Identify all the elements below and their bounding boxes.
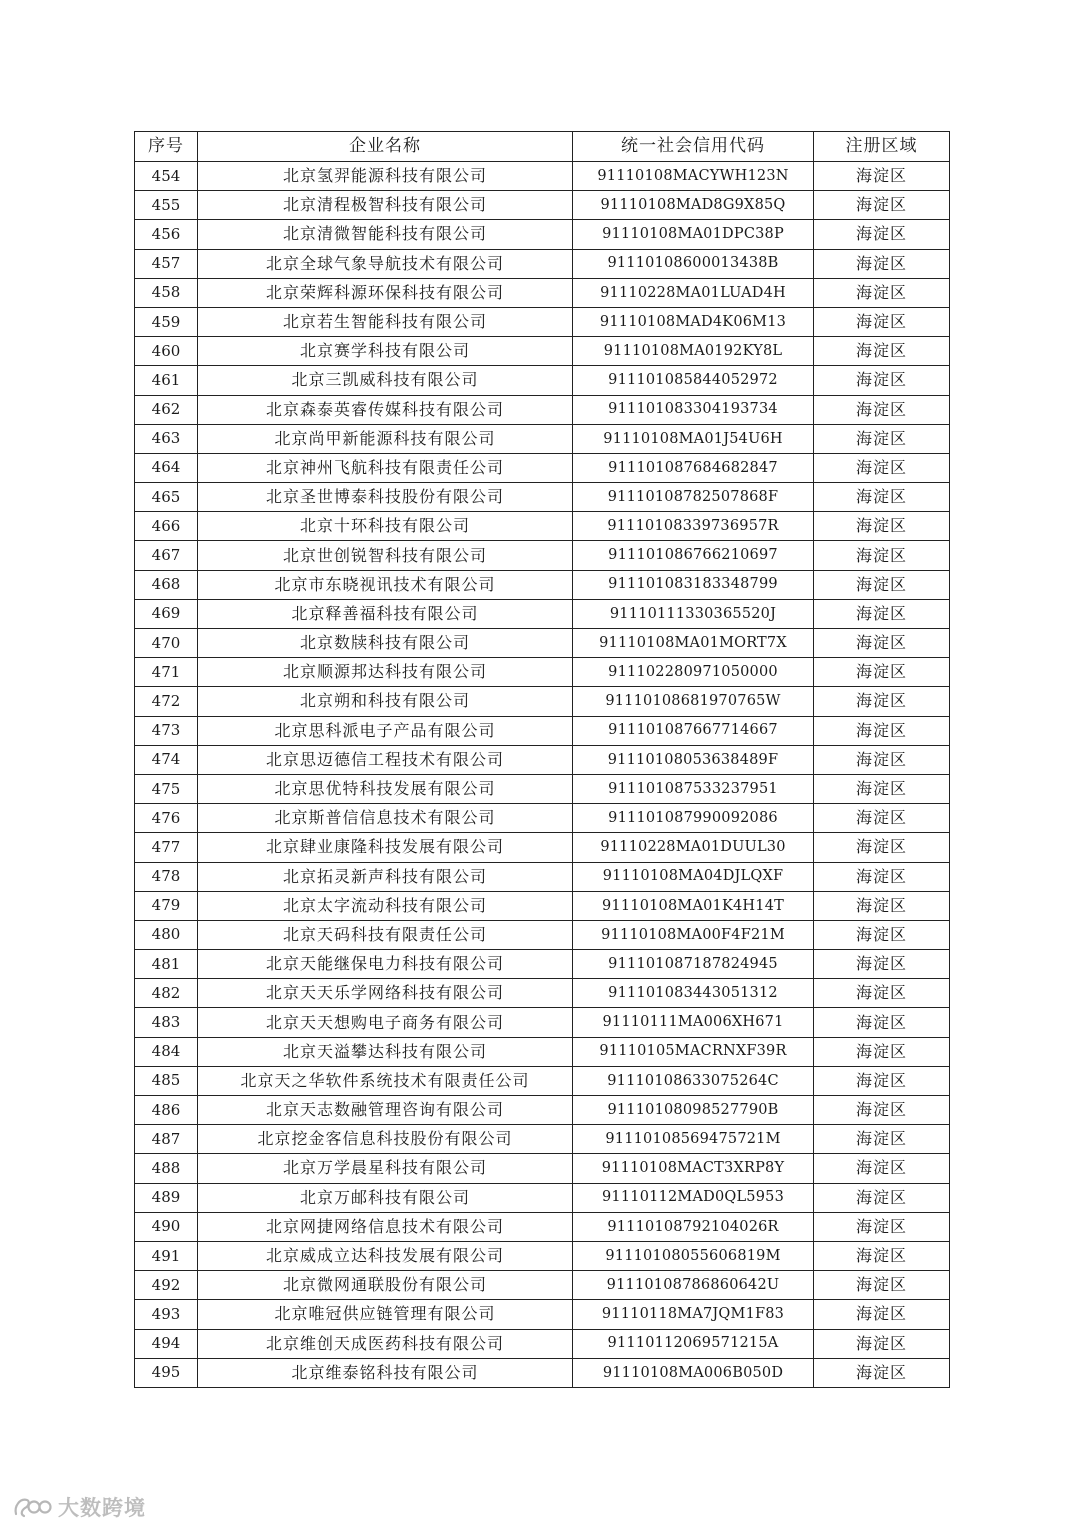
cell-seq: 487 <box>135 1125 198 1154</box>
cell-company-name: 北京太字流动科技有限公司 <box>198 891 573 920</box>
watermark-text: 大数跨境 <box>58 1496 146 1520</box>
cell-credit-code: 91110108MA006B050D <box>573 1358 814 1387</box>
cell-credit-code: 91110108600013438B <box>573 249 814 278</box>
table-row <box>135 658 950 687</box>
table-row <box>135 745 950 774</box>
cell-company-name: 北京朔和科技有限公司 <box>198 687 573 716</box>
cell-credit-code: 91110108MA0192KY8L <box>573 337 814 366</box>
cell-seq: 488 <box>135 1154 198 1183</box>
table-row <box>135 512 950 541</box>
cell-company-name: 北京荣辉科源环保科技有限公司 <box>198 278 573 307</box>
table-row <box>135 1183 950 1212</box>
cell-seq: 476 <box>135 804 198 833</box>
table-row <box>135 337 950 366</box>
cell-company-name: 北京顺源邦达科技有限公司 <box>198 658 573 687</box>
cell-seq: 467 <box>135 541 198 570</box>
cell-seq: 455 <box>135 191 198 220</box>
cell-credit-code: 91110108098527790B <box>573 1096 814 1125</box>
cell-company-name: 北京天之华软件系统技术有限责任公司 <box>198 1066 573 1095</box>
cell-seq: 480 <box>135 920 198 949</box>
table-row <box>135 366 950 395</box>
cell-district: 海淀区 <box>814 891 950 920</box>
cell-seq: 464 <box>135 453 198 482</box>
table-row <box>135 862 950 891</box>
cell-credit-code: 911101087684682847 <box>573 453 814 482</box>
cell-district: 海淀区 <box>814 1037 950 1066</box>
cell-credit-code: 91110108055606819M <box>573 1241 814 1270</box>
table-row <box>135 1271 950 1300</box>
cell-company-name: 北京唯冠供应链管理有限公司 <box>198 1300 573 1329</box>
table-row <box>135 541 950 570</box>
cell-company-name: 北京世创锐智科技有限公司 <box>198 541 573 570</box>
cell-seq: 463 <box>135 424 198 453</box>
cell-district: 海淀区 <box>814 599 950 628</box>
cell-company-name: 北京数牍科技有限公司 <box>198 629 573 658</box>
cell-district: 海淀区 <box>814 1329 950 1358</box>
cell-credit-code: 911101087990092086 <box>573 804 814 833</box>
cell-seq: 479 <box>135 891 198 920</box>
cell-seq: 470 <box>135 629 198 658</box>
cell-company-name: 北京三凯威科技有限公司 <box>198 366 573 395</box>
cell-credit-code: 91110108MA01K4H14T <box>573 891 814 920</box>
cell-seq: 456 <box>135 220 198 249</box>
cell-credit-code: 91110118MA7JQM1F83 <box>573 1300 814 1329</box>
table-row <box>135 1329 950 1358</box>
cell-company-name: 北京思科派电子产品有限公司 <box>198 716 573 745</box>
header-company-name: 企业名称 <box>198 132 573 162</box>
cell-company-name: 北京威成立达科技发展有限公司 <box>198 1241 573 1270</box>
cell-district: 海淀区 <box>814 1008 950 1037</box>
cell-district: 海淀区 <box>814 658 950 687</box>
cell-credit-code: 91110108MA01DPC38P <box>573 220 814 249</box>
cell-district: 海淀区 <box>814 1358 950 1387</box>
cell-seq: 484 <box>135 1037 198 1066</box>
cell-seq: 459 <box>135 307 198 336</box>
cell-seq: 490 <box>135 1212 198 1241</box>
cell-district: 海淀区 <box>814 278 950 307</box>
cell-district: 海淀区 <box>814 920 950 949</box>
cell-district: 海淀区 <box>814 366 950 395</box>
cell-credit-code: 91110108782507868F <box>573 483 814 512</box>
table-row <box>135 687 950 716</box>
cell-company-name: 北京思迈德信工程技术有限公司 <box>198 745 573 774</box>
cell-credit-code: 911101087533237951 <box>573 774 814 803</box>
table-row <box>135 483 950 512</box>
cell-seq: 493 <box>135 1300 198 1329</box>
cell-company-name: 北京氢羿能源科技有限公司 <box>198 162 573 191</box>
cell-seq: 477 <box>135 833 198 862</box>
cell-company-name: 北京天能继保电力科技有限公司 <box>198 950 573 979</box>
cell-credit-code: 91110112069571215A <box>573 1329 814 1358</box>
cell-seq: 473 <box>135 716 198 745</box>
cell-credit-code: 91110108792104026R <box>573 1212 814 1241</box>
cell-seq: 469 <box>135 599 198 628</box>
cell-company-name: 北京万学晨星科技有限公司 <box>198 1154 573 1183</box>
table-row <box>135 570 950 599</box>
cell-seq: 472 <box>135 687 198 716</box>
cell-seq: 475 <box>135 774 198 803</box>
cell-company-name: 北京清程极智科技有限公司 <box>198 191 573 220</box>
cell-company-name: 北京森泰英睿传媒科技有限公司 <box>198 395 573 424</box>
cell-district: 海淀区 <box>814 1066 950 1095</box>
cell-company-name: 北京肆业康隆科技发展有限公司 <box>198 833 573 862</box>
cell-company-name: 北京释善福科技有限公司 <box>198 599 573 628</box>
cell-credit-code: 91110108633075264C <box>573 1066 814 1095</box>
cell-credit-code: 91110108MA01MORT7X <box>573 629 814 658</box>
cell-company-name: 北京尚甲新能源科技有限公司 <box>198 424 573 453</box>
table-row <box>135 920 950 949</box>
cell-district: 海淀区 <box>814 950 950 979</box>
cell-credit-code: 91110108MA04DJLQXF <box>573 862 814 891</box>
table-row <box>135 1300 950 1329</box>
table-row <box>135 395 950 424</box>
table-row <box>135 278 950 307</box>
cell-company-name: 北京挖金客信息科技股份有限公司 <box>198 1125 573 1154</box>
table-row <box>135 1154 950 1183</box>
table-row <box>135 1096 950 1125</box>
cell-credit-code: 91110108MAD8G9X85Q <box>573 191 814 220</box>
cell-credit-code: 91110108MAD4K06M13 <box>573 307 814 336</box>
table-row <box>135 774 950 803</box>
cell-credit-code: 91110108339736957R <box>573 512 814 541</box>
cell-district: 海淀区 <box>814 424 950 453</box>
cell-company-name: 北京全球气象导航技术有限公司 <box>198 249 573 278</box>
table-row <box>135 453 950 482</box>
cell-district: 海淀区 <box>814 979 950 1008</box>
cell-district: 海淀区 <box>814 804 950 833</box>
cell-credit-code: 91110108MACT3XRP8Y <box>573 1154 814 1183</box>
cell-credit-code: 91110108MA01J54U6H <box>573 424 814 453</box>
cell-company-name: 北京维泰铭科技有限公司 <box>198 1358 573 1387</box>
cell-district: 海淀区 <box>814 1300 950 1329</box>
table-body <box>135 162 950 1388</box>
cell-seq: 491 <box>135 1241 198 1270</box>
header-seq: 序号 <box>135 132 198 162</box>
cell-seq: 495 <box>135 1358 198 1387</box>
cell-seq: 492 <box>135 1271 198 1300</box>
cell-company-name: 北京万邮科技有限公司 <box>198 1183 573 1212</box>
cell-seq: 468 <box>135 570 198 599</box>
table-row <box>135 1066 950 1095</box>
watermark <box>12 1491 146 1523</box>
cell-credit-code: 91110108569475721M <box>573 1125 814 1154</box>
cell-company-name: 北京天溢攀达科技有限公司 <box>198 1037 573 1066</box>
cell-district: 海淀区 <box>814 512 950 541</box>
cell-credit-code: 91110108MA00F4F21M <box>573 920 814 949</box>
cell-district: 海淀区 <box>814 1271 950 1300</box>
cell-credit-code: 91110111330365520J <box>573 599 814 628</box>
cell-company-name: 北京维创天成医药科技有限公司 <box>198 1329 573 1358</box>
cell-district: 海淀区 <box>814 1096 950 1125</box>
table-row <box>135 220 950 249</box>
cell-company-name: 北京斯普信信息技术有限公司 <box>198 804 573 833</box>
table-row <box>135 979 950 1008</box>
cell-credit-code: 91110108786860642U <box>573 1271 814 1300</box>
cell-credit-code: 91110108053638489F <box>573 745 814 774</box>
cell-credit-code: 91110108681970765W <box>573 687 814 716</box>
cell-credit-code: 91110111MA006XH671 <box>573 1008 814 1037</box>
cell-credit-code: 91110112MAD0QL5953 <box>573 1183 814 1212</box>
cell-credit-code: 911101085844052972 <box>573 366 814 395</box>
cell-company-name: 北京微网通联股份有限公司 <box>198 1271 573 1300</box>
cell-credit-code: 911101086766210697 <box>573 541 814 570</box>
cell-company-name: 北京神州飞航科技有限责任公司 <box>198 453 573 482</box>
cell-credit-code: 91110105MACRNXF39R <box>573 1037 814 1066</box>
cell-district: 海淀区 <box>814 307 950 336</box>
cell-seq: 494 <box>135 1329 198 1358</box>
cell-credit-code: 91110108MACYWH123N <box>573 162 814 191</box>
cell-seq: 481 <box>135 950 198 979</box>
cell-company-name: 北京天天乐学网络科技有限公司 <box>198 979 573 1008</box>
cell-seq: 465 <box>135 483 198 512</box>
cell-district: 海淀区 <box>814 162 950 191</box>
cell-seq: 466 <box>135 512 198 541</box>
cell-district: 海淀区 <box>814 1154 950 1183</box>
cell-credit-code: 91110228MA01DUUL30 <box>573 833 814 862</box>
table-row <box>135 191 950 220</box>
table-row <box>135 162 950 191</box>
cell-company-name: 北京天码科技有限责任公司 <box>198 920 573 949</box>
cell-seq: 483 <box>135 1008 198 1037</box>
cell-seq: 485 <box>135 1066 198 1095</box>
cell-seq: 478 <box>135 862 198 891</box>
cell-company-name: 北京天志数融管理咨询有限公司 <box>198 1096 573 1125</box>
cell-credit-code: 911101083183348799 <box>573 570 814 599</box>
cell-seq: 474 <box>135 745 198 774</box>
cell-seq: 471 <box>135 658 198 687</box>
cell-district: 海淀区 <box>814 1212 950 1241</box>
cell-district: 海淀区 <box>814 1125 950 1154</box>
cell-district: 海淀区 <box>814 453 950 482</box>
cell-district: 海淀区 <box>814 687 950 716</box>
table-row <box>135 1125 950 1154</box>
cell-company-name: 北京若生智能科技有限公司 <box>198 307 573 336</box>
cell-credit-code: 911101087667714667 <box>573 716 814 745</box>
cell-seq: 461 <box>135 366 198 395</box>
cell-district: 海淀区 <box>814 337 950 366</box>
table-row <box>135 249 950 278</box>
cell-district: 海淀区 <box>814 220 950 249</box>
table-header-row <box>135 132 950 162</box>
table-row <box>135 1037 950 1066</box>
cell-credit-code: 911102280971050000 <box>573 658 814 687</box>
table-row <box>135 307 950 336</box>
enterprise-table <box>134 131 950 1388</box>
cell-seq: 457 <box>135 249 198 278</box>
cell-seq: 489 <box>135 1183 198 1212</box>
cell-credit-code: 911101087187824945 <box>573 950 814 979</box>
header-credit-code: 统一社会信用代码 <box>573 132 814 162</box>
cell-district: 海淀区 <box>814 774 950 803</box>
cell-credit-code: 911101083443051312 <box>573 979 814 1008</box>
cell-company-name: 北京天天想购电子商务有限公司 <box>198 1008 573 1037</box>
table-row <box>135 599 950 628</box>
table-row <box>135 1241 950 1270</box>
table-row <box>135 1212 950 1241</box>
cell-district: 海淀区 <box>814 483 950 512</box>
cell-district: 海淀区 <box>814 833 950 862</box>
cell-district: 海淀区 <box>814 395 950 424</box>
table-row <box>135 833 950 862</box>
cell-company-name: 北京赛学科技有限公司 <box>198 337 573 366</box>
cell-district: 海淀区 <box>814 541 950 570</box>
cell-company-name: 北京网捷网络信息技术有限公司 <box>198 1212 573 1241</box>
cell-company-name: 北京思优特科技发展有限公司 <box>198 774 573 803</box>
cell-company-name: 北京十环科技有限公司 <box>198 512 573 541</box>
cell-seq: 454 <box>135 162 198 191</box>
cell-district: 海淀区 <box>814 1183 950 1212</box>
cell-credit-code: 911101083304193734 <box>573 395 814 424</box>
cell-district: 海淀区 <box>814 716 950 745</box>
cell-seq: 458 <box>135 278 198 307</box>
table-row <box>135 804 950 833</box>
table-row <box>135 950 950 979</box>
cell-district: 海淀区 <box>814 570 950 599</box>
table-row <box>135 1008 950 1037</box>
cell-company-name: 北京拓灵新声科技有限公司 <box>198 862 573 891</box>
table-row <box>135 716 950 745</box>
cell-district: 海淀区 <box>814 745 950 774</box>
brand-logo-icon <box>12 1494 52 1520</box>
table-row <box>135 1358 950 1387</box>
cell-district: 海淀区 <box>814 191 950 220</box>
cell-company-name: 北京清微智能科技有限公司 <box>198 220 573 249</box>
table-row <box>135 891 950 920</box>
cell-district: 海淀区 <box>814 862 950 891</box>
table-row <box>135 424 950 453</box>
cell-seq: 482 <box>135 979 198 1008</box>
cell-seq: 486 <box>135 1096 198 1125</box>
table-row <box>135 629 950 658</box>
header-district: 注册区域 <box>814 132 950 162</box>
cell-company-name: 北京圣世博泰科技股份有限公司 <box>198 483 573 512</box>
cell-district: 海淀区 <box>814 629 950 658</box>
cell-seq: 462 <box>135 395 198 424</box>
cell-district: 海淀区 <box>814 1241 950 1270</box>
cell-credit-code: 91110228MA01LUAD4H <box>573 278 814 307</box>
cell-company-name: 北京市东晓视讯技术有限公司 <box>198 570 573 599</box>
cell-seq: 460 <box>135 337 198 366</box>
cell-district: 海淀区 <box>814 249 950 278</box>
